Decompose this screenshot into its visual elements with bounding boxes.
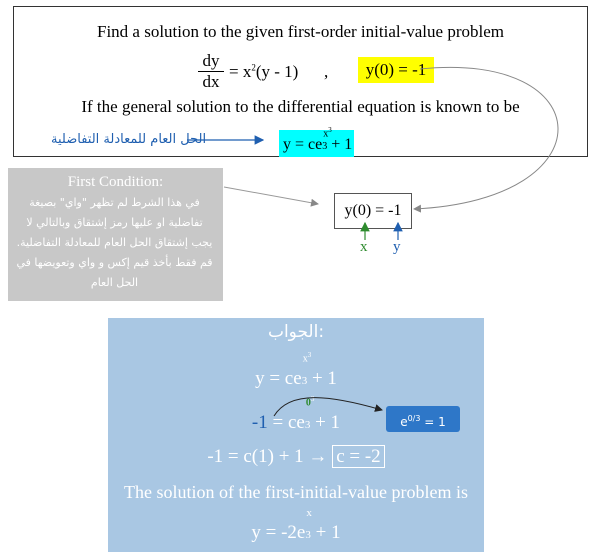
arabic-general-label: الحل العام للمعادلة التفاضلية	[51, 132, 207, 147]
c-value-box: c = -2	[332, 445, 384, 468]
gen-sol-suffix: + 1	[327, 136, 353, 153]
e-zero-badge: $e^{0/3} = 1$	[386, 406, 460, 432]
final-prefix: y = -2e	[251, 522, 306, 543]
rhs-sup: 2	[251, 62, 256, 73]
gen-sol-exp-num: $x^3$	[323, 126, 332, 140]
a2-exponent: 3 $0^3$	[304, 395, 315, 431]
dy-text: dy	[202, 51, 220, 70]
exponent-to-badge-arrow	[274, 398, 382, 416]
a1-suffix: + 1	[307, 368, 337, 389]
gen-sol-exp-den: 3	[322, 141, 328, 152]
a3-text: -1 = c(1) + 1 →	[207, 446, 333, 467]
condition-curve-arrow	[414, 67, 558, 209]
dx-text: dx	[202, 72, 220, 91]
general-intro: If the general solution to the differential equation is known to be	[81, 97, 520, 116]
answer-title: الجواب:	[267, 322, 325, 342]
a1-prefix: y = ce	[255, 368, 302, 389]
a1-exponent: 3 $x^3$	[301, 351, 312, 387]
green-zero-label: 0	[305, 397, 311, 409]
note-to-condition-arrow	[224, 187, 318, 204]
final-exponent: 3 x	[305, 507, 312, 541]
a2-minus-one: -1	[251, 412, 268, 433]
condition-box: y(0) = -1	[334, 193, 412, 229]
equation-comma: ,	[324, 62, 329, 81]
final-suffix: + 1	[310, 522, 341, 543]
note-title: First Condition:	[67, 174, 164, 190]
x-label: x	[360, 239, 368, 255]
rhs-post: (y - 1)	[255, 62, 299, 81]
y-label: y	[393, 239, 401, 255]
a2-mid: = ce	[267, 412, 305, 433]
note-text: في هذا الشرط لم تظهر "واي" بصيغة تفاضلية او عليها رمز إشتقاق وبالتالي لا يجب إشتقاق الحل العام للمعادلة التفاضلية. قم فقط بأخذ قيم إكس و واي وتعويضها في الحل العام	[16, 196, 213, 289]
problem-heading: Find a solution to the given first-order initial-value problem	[97, 22, 504, 41]
solution-text: The solution of the first-initial-value problem is	[124, 482, 468, 502]
gen-sol-prefix: y = ce	[283, 136, 323, 153]
rhs-pre: = x	[229, 62, 252, 81]
a2-suffix: + 1	[310, 412, 341, 433]
initial-condition-highlight: y(0) = -1	[358, 57, 434, 83]
